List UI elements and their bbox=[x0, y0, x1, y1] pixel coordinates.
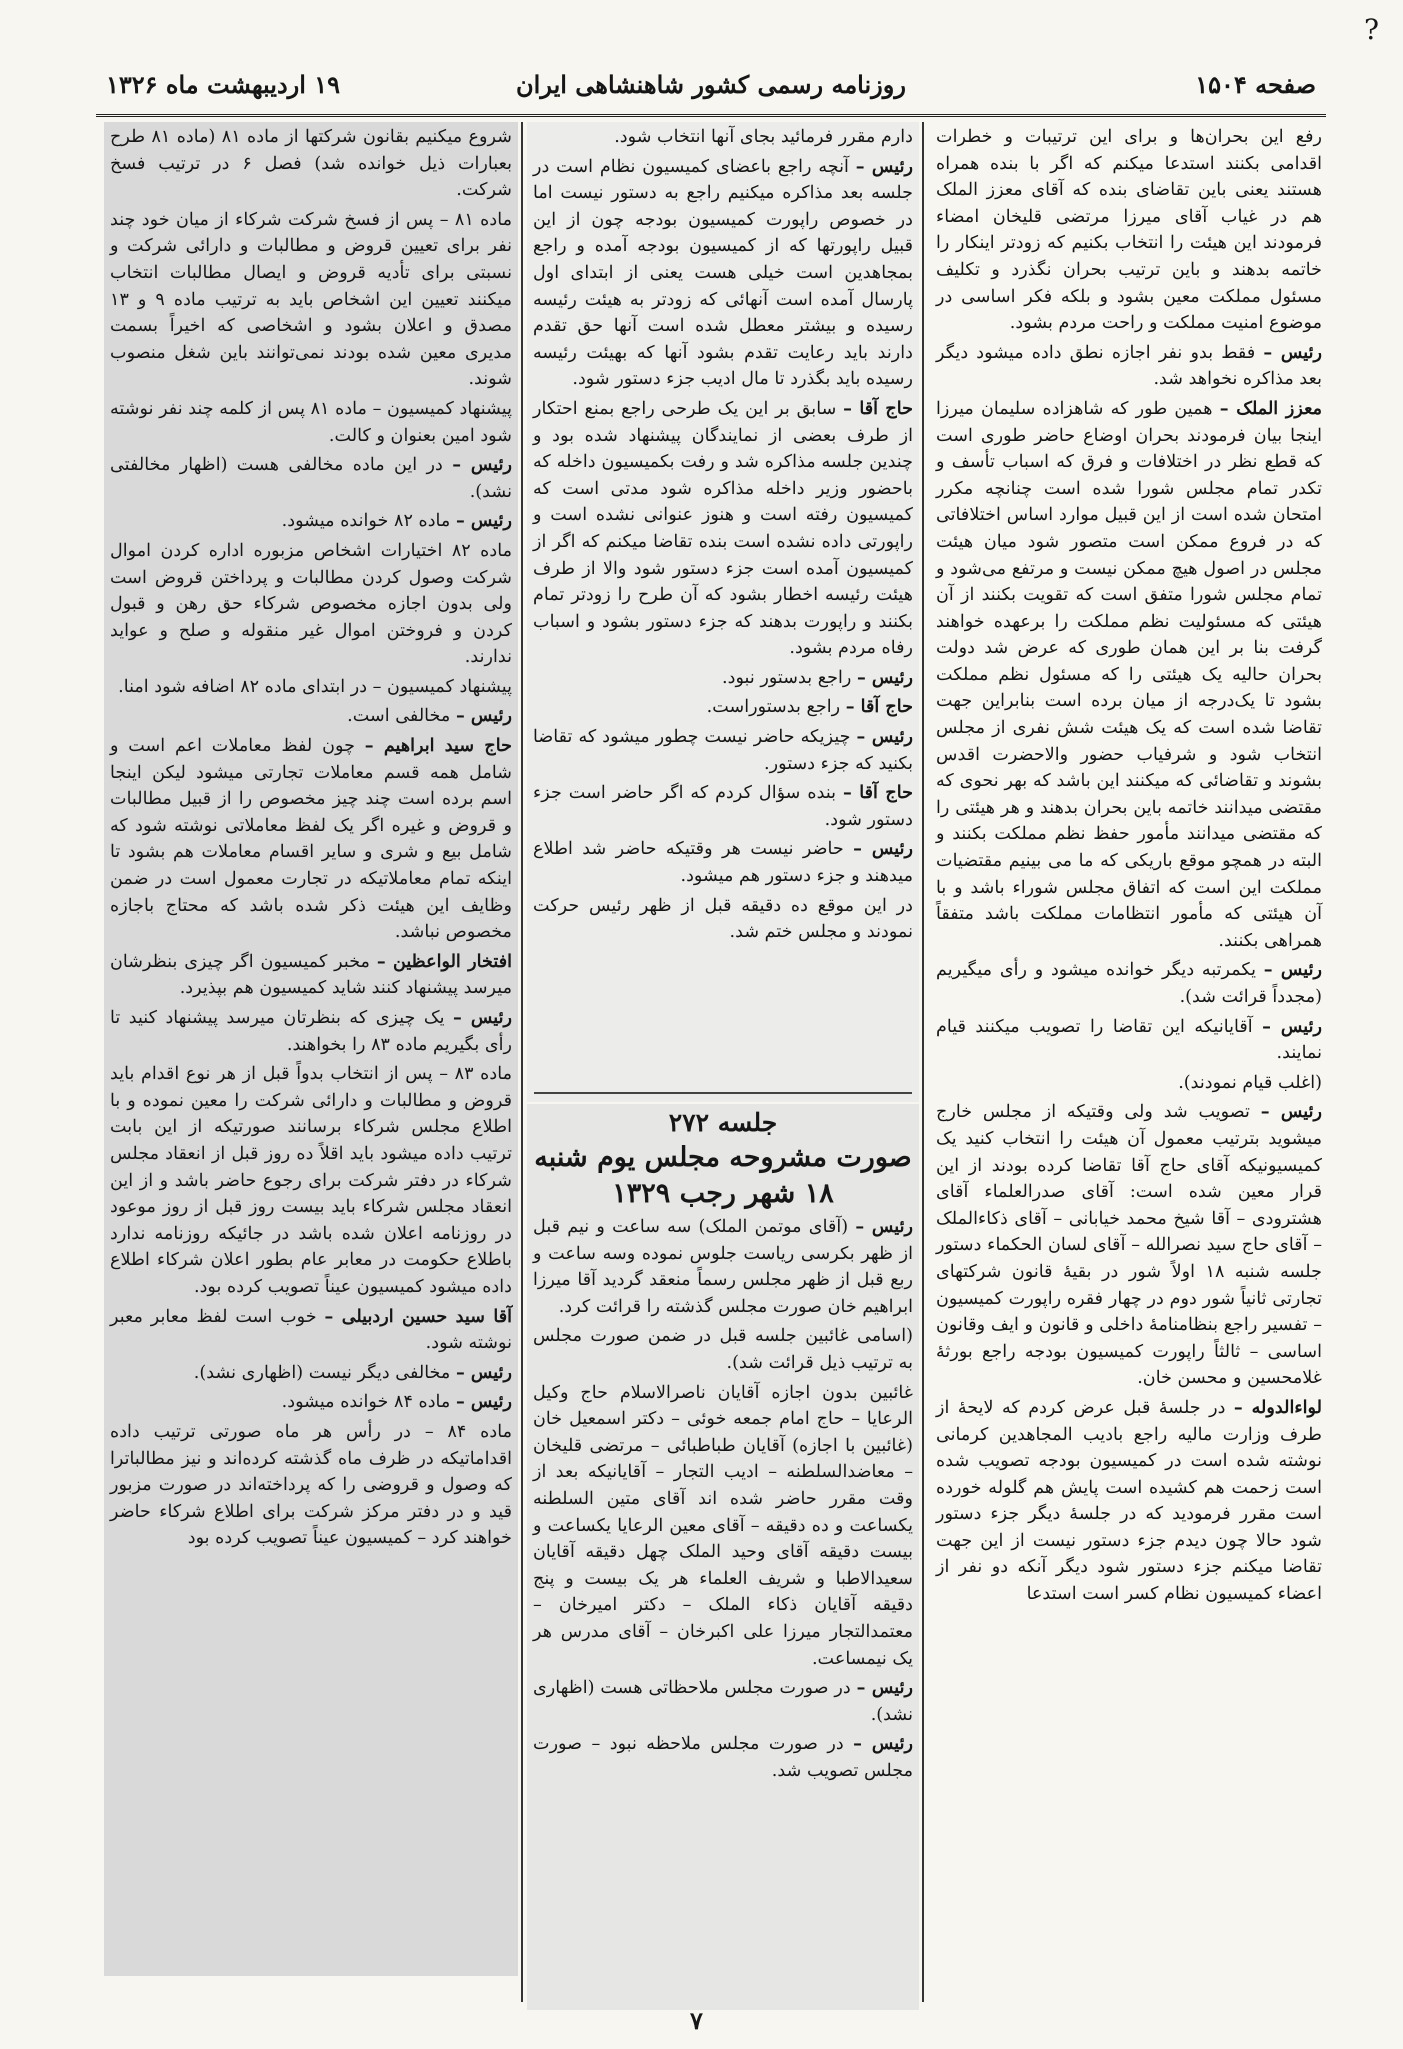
speaker-name: رئیس – bbox=[1262, 1015, 1322, 1037]
paragraph-text: راجع بدستوراست. bbox=[706, 697, 841, 718]
paragraph-text: پیشنهاد کمیسیون – در ابتدای ماده ۸۲ اضافه شود امنا. bbox=[118, 676, 512, 697]
paragraph-text: ماده ۸۲ خوانده میشود. bbox=[281, 511, 451, 532]
paragraph-text: دارم مقرر فرمائید بجای آنها انتخاب شود. bbox=[614, 127, 913, 147]
paragraph bbox=[533, 724, 913, 777]
column-rule bbox=[521, 122, 523, 2002]
paragraph bbox=[110, 396, 512, 449]
speaker-name: رئیس – bbox=[855, 1216, 914, 1237]
paragraph-text: در صورت مجلس ملاحظاتی هست (اظهاری نشد). bbox=[533, 1678, 913, 1725]
paragraph-text: مخبر کمیسیون اگر چیزی بنظرشان میرسد پیشنهاد کنند شاید کمیسیون هم بپذیرد. bbox=[110, 951, 512, 999]
paragraph bbox=[110, 1304, 512, 1357]
speaker-name: رئیس – bbox=[856, 726, 913, 748]
paragraph bbox=[110, 1419, 512, 1552]
paragraph bbox=[533, 780, 913, 833]
session-heading bbox=[533, 1106, 913, 1212]
paragraph bbox=[533, 124, 913, 151]
paragraph bbox=[533, 396, 913, 662]
paragraph-text: همین طور که شاهزاده سلیمان میرزا اینجا بیان فرمودند بحران اوضاع حاضر طوری است که قطع نظر در اختلافات و فرق که اسباب تأسف و تکدر تمام مجلس شورا شده است چنانچه مکرر امتحان شده است از این قبیل موارد اساس اختلافاتی که در فروع ممکن است متصور شود میان هیئت مجلس در اصول هیچ ممکن نیست و مرتفع می‌شود و تمام مجلس شورا متفق است که تقویت بکنند از آن هیئتی که مسئولیت نظم مملکت را برعهده خواهند گرفت بنا بر این همان طوری که عرض شد دولت بحران حالیه یک هیئتی را که مسئول نظم مملکت بشود تا یک‌درجه از میان برده است بنابراین جهت تقاضا شده است که یک هیئت شش نفری از مجلس انتخاب شود و شرفیاب حضور والاحضرت اقدس بشوند و تقاضائی که میکنند این باشد که بهر نحوی که مقتضی میدانند خاتمه باین بحران بدهند و هر هیئتی را که مقتضی میدانند مأمور حفظ نظم مملکت بکنند و البته در همچو موقع باریکی که ما می بینیم مقتضیات مملکت این است که اتفاق مجلس شوراء باشد و با آن هیئتی که مأمور انتظامات مملکت باشد متفقاً همراهی بکنند. bbox=[936, 398, 1322, 951]
paragraph-text: ماده ۸۲ اختیارات اشخاص مزبوره اداره کردن اموال شرکت وصول کردن مطالبات و پرداختن قروض است ولی بدون اجازه مخصوص شرکاء حق رهن و قبول کردن و فروختن اموال غیر منقوله و صلح و عواید ندارند. bbox=[110, 540, 512, 668]
paragraph bbox=[110, 674, 512, 701]
paragraph bbox=[936, 957, 1322, 1010]
paragraph-text: آنچه راجع باعضای کمیسیون نظام است در جلسه بعد مذاکره میکنیم راجع به دستور نیست اما در خصوص راپورت کمیسیون بودجه چون از این قبیل راپورتها که از کمیسیون بودجه آمده و راجع بمجاهدین است خیلی هست یعنی از ابتدای اول پارسال آمده است آنهائی که زودتر به هیئت رئیسه رسیده و بیشتر معطل شده است آنها حق تقدم دارند باید رعایت تقدم بشود آنها که بهیئت رئیسه رسیده باید بگذرد تا مال ادیب جزء دستور شود. bbox=[533, 156, 913, 390]
paragraph bbox=[936, 1099, 1322, 1392]
paragraph bbox=[110, 1360, 512, 1387]
speaker-name: حاج آقا – bbox=[843, 397, 913, 419]
paragraph-text: بنده سؤال کردم که اگر حاضر است جزء دستور شود. bbox=[533, 783, 913, 830]
speaker-name: حاج آقا – bbox=[845, 696, 913, 718]
paragraph-text: پیشنهاد کمیسیون – ماده ۸۱ پس از کلمه چند نفر نوشته شود امین بعنوان و کالت. bbox=[110, 398, 512, 446]
right-column bbox=[930, 122, 1328, 1992]
paragraph-text: غائبین بدون اجازه آقایان ناصرالاسلام حاج وکیل الرعایا – حاج امام جمعه خوئی – دکتر اسمعیل خان (غائبین با اجازه) آقایان طباطبائی – مرتضی قلیخان – معاضدالسلطنه – ادیب التجار – آقایانیکه بعد از وقت مقرر حاضر شده اند آقای متین السلطنه یکساعت و ده دقیقه – آقای معین الرعایا یکساعت و بیست دقیقه آقای وحید الملک چهل دقیقه آقایان سعیدالاطبا و شریف العلماء هر یک بیست و پنج دقیقه آقایان ذکاء الملک – دکتر امیرخان – معتمدالتجار میرزا علی اکبرخان – آقای مدرس هر یک نیمساعت. bbox=[533, 1382, 913, 1669]
speaker-name: رئیس – bbox=[455, 705, 512, 727]
paragraph bbox=[936, 1395, 1322, 1608]
speaker-name: لواءالدوله – bbox=[1233, 1396, 1323, 1418]
paragraph bbox=[936, 124, 1322, 337]
paragraph-text: ماده ۸۳ – پس از انتخاب بدواً قبل از هر نوع اقدام باید قروض و مطالبات و دارائی شرکت را معین نموده و با اطلاع مجلس شرکاء برسانند صورتیکه از این بابت ترتیب داده میشود باید اقلاً ده روز قبل از انعقاد مجلس شرکاء در دفتر شرکت برای رجوع حاضر باشد و از این انعقاد مجلس شرکاء باید بیست روز قبل از روز موعود در روزنامه اعلان شده باشد در جائیکه روزنامه ندارد باطلاع حکومت در معابر عام بطور اعلان شرکاء اطلاع داده میشود کمیسیون عیناً تصویب کرده بود. bbox=[110, 1064, 512, 1297]
paragraph bbox=[110, 452, 512, 505]
paragraph-text: ماده ۸۱ – پس از فسخ شرکت شرکاء از میان خود چند نفر برای تعیین قروض و مطالبات و دارائی شرکت و نسبتی برای تأدیه قروض و ایصال مطالبات انتخاب میکنند تعیین این اشخاص باید به ترتیب ماده ۹ و ۱۳ مصدق و اعلان بشود و اشخاصی که اخیراً بسمت مدیری معین شده بودند نمی‌توانند باین شغل منصوب شوند. bbox=[110, 209, 512, 390]
paragraph-text: چون لفظ معاملات اعم است و شامل همه قسم معاملات تجارتی میشود لیکن اینجا اسم برده است چند چیز مخصوص را از قبیل مطالبات و قروض و غیره اگر یک لفظ معاملاتی نوشته شود که شامل بیع و شری و سایر اقسام معاملات هم بشود تا اینکه تمام معاملاتیکه در تجارت معمول است در ضمن وظایف این هیئت ذکر شده باشد که محتاج باجازه مخصوص نباشد. bbox=[110, 736, 512, 943]
paragraph bbox=[533, 1731, 913, 1784]
paragraph-text: ماده ۸۴ – در رأس هر ماه صورتی ترتیب داده اقداماتیکه در ظرف ماه گذشته کرده‌اند و نیز مطالباترا که وصول و قروضی را که پرداخته‌اند در صورت مزبور قید و در دفتر مرکز شرکت برای اطلاع شرکاء حاضر خواهند کرد – کمیسیون عیناً تصویب کرده بود bbox=[110, 1421, 512, 1549]
speaker-name: رئیس – bbox=[853, 838, 913, 860]
paragraph bbox=[936, 1014, 1322, 1067]
paragraph-text: در این ماده مخالفی هست (اظهار مخالفتی نشد). bbox=[110, 455, 512, 502]
left-column bbox=[104, 122, 518, 1976]
paragraph bbox=[533, 154, 913, 393]
paragraph-text: (اغلب قیام نمودند). bbox=[1178, 1072, 1322, 1093]
masthead bbox=[96, 64, 1326, 117]
middle-column-top bbox=[527, 122, 919, 1102]
corner-mark: ? bbox=[1363, 13, 1379, 46]
paragraph bbox=[110, 1389, 512, 1416]
speaker-name: رئیس – bbox=[1263, 341, 1322, 363]
speaker-name: رئیس – bbox=[455, 510, 512, 532]
paragraph-text: در جلسهٔ قبل عرض کردم که لایحهٔ از طرف وزارت مالیه راجع بادیب المجاهدین کرمانی نوشته شده است در کمیسیون بودجه تصویب شده است زحمت هم کشیده است پایش هم گلوله خورده است مقرر فرمودید که در جلسهٔ دیگر جزء دستور شود حالا چون دیدم جزء دستور نیست از این جهت تقاضا میکنم جزء دستور شود دیگر آنکه دو نفر از اعضاء کمیسیون نظام کسر است استدعا bbox=[936, 1397, 1322, 1605]
paragraph bbox=[110, 538, 512, 671]
paragraph bbox=[110, 207, 512, 393]
speaker-name: رئیس – bbox=[855, 155, 913, 177]
speaker-name: رئیس – bbox=[453, 1007, 512, 1028]
middle-column-bottom bbox=[527, 1104, 919, 2010]
paragraph-text: مخالفی است. bbox=[347, 706, 451, 727]
page-number: ۷ bbox=[690, 2006, 703, 2035]
paragraph bbox=[110, 703, 512, 730]
speaker-name: رئیس – bbox=[856, 1677, 914, 1699]
speaker-name: رئیس – bbox=[455, 1361, 512, 1383]
speaker-name: افتخار الواعظین – bbox=[376, 950, 513, 972]
speaker-name: رئیس – bbox=[455, 1391, 512, 1413]
paragraph-text: فقط بدو نفر اجازه نطق داده میشود دیگر بعد مذاکره نخواهد شد. bbox=[936, 342, 1322, 390]
paragraph-text: حاضر نیست هر وقتیکه حاضر شد اطلاع میدهند و جزء دستور هم میشود. bbox=[533, 839, 913, 887]
paragraph bbox=[936, 1070, 1322, 1097]
paragraph-text: در این موقع ده دقیقه قبل از ظهر رئیس حرکت نمودند و مجلس ختم شد. bbox=[533, 895, 913, 943]
paragraph bbox=[533, 1675, 913, 1728]
paragraph-text: خوب است لفظ معابر معبر نوشته شود. bbox=[110, 1306, 512, 1354]
page-label: صفحه ۱۵۰۴ bbox=[1195, 70, 1316, 99]
paragraph bbox=[110, 949, 512, 1002]
paragraph-text: ماده ۸۴ خوانده میشود. bbox=[281, 1392, 451, 1413]
session-number: جلسه ۲۷۲ bbox=[668, 1108, 778, 1137]
column-rule bbox=[922, 122, 924, 2002]
speaker-name: معزز الملک – bbox=[1219, 397, 1323, 419]
paragraph-text: یکمرتبه دیگر خوانده میشود و رأی میگیریم (مجدداً قرائت شد). bbox=[936, 960, 1322, 1007]
speaker-name: حاج سید ابراهیم – bbox=[364, 735, 512, 757]
session-date: ۱۸ شهر رجب ۱۳۲۹ bbox=[612, 1178, 834, 1209]
speaker-name: رئیس – bbox=[1263, 959, 1323, 981]
speaker-name: رئیس – bbox=[856, 666, 913, 688]
paragraph bbox=[533, 1380, 913, 1673]
paragraph-text: رفع این بحران‌ها و برای این ترتیبات و خطرات اقدامی بکنند استدعا میکنم که اگر با بنده همراه هستند یعنی باین تقاضای بنده که آقای معزز الملک هم در غیاب آقای میرزا مرتضی قلیخان امضاء فرمودند این هیئت را انتخاب بکنیم که زودتر اینکار را خاتمه بدهند و باین ترتیب بحران نگذرد و تکلیف مسئول مملکت معین بشود و بلکه فکر اساسی در موضوع امنیت مملکت و راحت مردم بشود. bbox=[936, 127, 1322, 334]
paragraph bbox=[936, 340, 1322, 393]
speaker-name: رئیس – bbox=[1260, 1101, 1322, 1123]
paragraph-text: چیزیکه حاضر نیست چطور میشود که تقاضا بکنید که جزء دستور. bbox=[533, 727, 913, 774]
paragraph-text: تصویب شد ولی وقتیکه از مجلس خارج میشوید بترتیب معمول آن هیئت را انتخاب کنید یک کمیسیونیکه آقای حاج آقا تقاضا کرده بودند از این قرار معین شده است: آقای صدرالعلماء آقای هشترودی – آقا شیخ محمد خیابانی – آقای ذکاءالملک – آقای حاج سید نصرالله – آقای لسان الحکماء دستور جلسه شنبه ۱۸ اولاً شور در بقیهٔ قانون شرکتهای تجارتی ثانیاً شور دوم در چهار فقره راپورت کمیسیون – تفسیر راجع بنظامنامهٔ داخلی و قانون و ایف وقانون اساسی – ثالثاً راپورت کمیسیون بودجه راجع بورثهٔ غلامحسین و محسن خان. bbox=[936, 1102, 1322, 1389]
paragraph bbox=[533, 1214, 913, 1320]
session-title: صورت مشروحه مجلس یوم شنبه bbox=[534, 1142, 912, 1173]
paragraph bbox=[110, 508, 512, 535]
paragraph bbox=[533, 694, 913, 721]
paragraph-text: (آقای موتمن الملک) سه ساعت و نیم قبل از ظهر بکرسی ریاست جلوس نموده وسه ساعت و ربع قبل از ظهر مجلس رسماً منعقد گردید آقا میرزا ابراهیم خان صورت مجلس گذشته را قرائت کرد. bbox=[533, 1217, 913, 1317]
issue-date: ۱۹ اردیبهشت ماه ۱۳۲۶ bbox=[106, 70, 341, 99]
paragraph bbox=[936, 396, 1322, 954]
newspaper-title: روزنامه رسمی کشور شاهنشاهی ایران bbox=[516, 70, 906, 99]
paragraph-text: آقایانیکه این تقاضا را تصویب میکنند قیام نمایند. bbox=[936, 1016, 1322, 1064]
speaker-name: آقا سید حسین اردبیلی – bbox=[324, 1305, 512, 1327]
section-divider bbox=[534, 1092, 912, 1094]
paragraph-text: در صورت مجلس ملاحظه نبود – صورت مجلس تصویب شد. bbox=[533, 1734, 913, 1781]
paragraph bbox=[533, 665, 913, 692]
paragraph bbox=[533, 1323, 913, 1376]
paragraph bbox=[533, 893, 913, 946]
speaker-name: حاج آقا – bbox=[842, 782, 913, 804]
speaker-name: رئیس – bbox=[452, 454, 512, 476]
paragraph-text: (اسامی غائبین جلسه قبل در ضمن صورت مجلس به ترتیب ذیل قرائت شد). bbox=[533, 1326, 913, 1373]
paragraph-text: مخالفی دیگر نیست (اظهاری نشد). bbox=[193, 1362, 451, 1383]
paragraph-text: سابق بر این یک طرحی راجع بمنع احتکار از طرف بعضی از نمایندگان پیشنهاد شده بود و چندین جلسه مذاکره شد و رفت بکمیسیون داخله که باحضور وزیر داخله مذاکره شود مدتی است که کمیسیون رفته است و هنوز عنوانی نشده است و راپورتی داده نشده است بنده تقاضا میکنم که اگر از کمیسیون آمده است جزء دستور شود والا از طرف هیئت رئیسه اخطار بشود که آن طرح را زودتر تمام بکنند و راپورت بدهند که جزء دستور بشود و اسباب رفاه مردم بشود. bbox=[533, 398, 913, 659]
paragraph bbox=[110, 733, 512, 946]
paragraph bbox=[110, 124, 512, 204]
speaker-name: رئیس – bbox=[853, 1733, 914, 1755]
paragraph bbox=[110, 1061, 512, 1300]
paragraph-text: شروع میکنیم بقانون شرکتها از ماده ۸۱ (ماده ۸۱ طرح بعبارات ذیل خوانده شد) فصل ۶ در ترتیب فسخ شرکت. bbox=[110, 127, 512, 201]
paragraph bbox=[110, 1005, 512, 1058]
paragraph-text: یک چیزی که بنظرتان میرسد پیشنهاد کنید تا رأی بگیریم ماده ۸۳ را بخواهند. bbox=[110, 1008, 512, 1055]
paragraph-text: راجع بدستور نبود. bbox=[722, 667, 852, 688]
paragraph bbox=[533, 836, 913, 889]
